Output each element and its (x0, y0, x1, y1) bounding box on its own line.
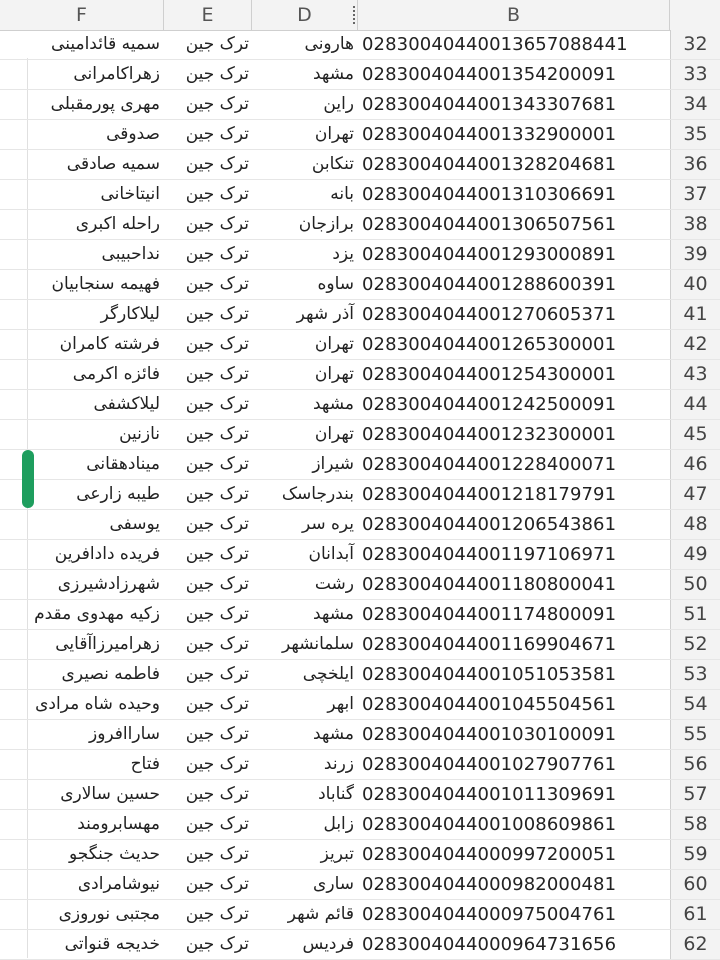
table-row (0, 930, 720, 960)
cell-company[interactable]: ترک جین (185, 934, 249, 954)
cell-company[interactable]: ترک جین (185, 124, 249, 144)
cell-name[interactable]: زکیه مهدوی مقدم (34, 604, 160, 624)
cell-code[interactable]: 0283004044000997200051 (362, 844, 617, 865)
cell-company[interactable]: ترک جین (185, 664, 249, 684)
table-row (0, 510, 720, 540)
table-row (0, 630, 720, 660)
cell-name[interactable]: حدیث جنگجو (68, 844, 160, 864)
cell-company[interactable]: ترک جین (185, 64, 249, 84)
cell-name[interactable]: نازنین (119, 424, 160, 444)
table-row (0, 810, 720, 840)
cell-name[interactable]: نیوشامرادی (77, 874, 160, 894)
row-number[interactable]: 40 (670, 270, 720, 299)
cell-city[interactable]: بانه (330, 184, 354, 204)
cell-city[interactable]: تنکابن (311, 154, 354, 174)
cell-company[interactable]: ترک جین (185, 274, 249, 294)
cell-company[interactable]: ترک جین (185, 214, 249, 234)
row-header-corner (670, 0, 720, 30)
table-row (0, 870, 720, 900)
cell-company[interactable]: ترک جین (185, 34, 249, 54)
table-row (0, 120, 720, 150)
cell-company[interactable]: ترک جین (185, 574, 249, 594)
row-number[interactable]: 50 (670, 570, 720, 599)
cell-company[interactable]: ترک جین (185, 814, 249, 834)
cell-city[interactable]: مشهد (312, 394, 354, 414)
table-row (0, 210, 720, 240)
row-number[interactable]: 33 (670, 60, 720, 89)
cell-city[interactable]: برازجان (298, 214, 354, 234)
column-header-f[interactable]: F (0, 0, 164, 30)
table-row (0, 570, 720, 600)
cell-code[interactable]: 0283004044001310306691 (362, 184, 617, 205)
cell-city[interactable]: شیراز (312, 454, 354, 474)
cell-name[interactable]: خدیجه قنواتی (64, 934, 160, 954)
cell-code[interactable]: 0283004044001306507561 (362, 214, 617, 235)
row-number[interactable]: 55 (670, 720, 720, 749)
cell-name[interactable]: فرشته کامران (59, 334, 160, 354)
row-number[interactable]: 61 (670, 900, 720, 929)
cell-code[interactable]: 0283004044001180800041 (362, 574, 617, 595)
row-number[interactable]: 53 (670, 660, 720, 689)
cell-name[interactable]: زهرامیرزاآقایی (55, 634, 160, 654)
cell-name[interactable]: فریده دادافرین (54, 544, 160, 564)
cell-code[interactable]: 0283004044001354200091 (362, 64, 617, 85)
cell-code[interactable]: 0283004044001242500091 (362, 394, 617, 415)
table-row (0, 420, 720, 450)
cell-name[interactable]: فائزه اکرمی (72, 364, 160, 384)
cell-code[interactable]: 02830040440013657088441 (362, 34, 628, 55)
cell-code[interactable]: 0283004044000964731656 (362, 934, 617, 955)
cell-code[interactable]: 0283004044001265300001 (362, 334, 617, 355)
cell-city[interactable]: یزد (332, 244, 354, 264)
cell-code[interactable]: 0283004044001206543861 (362, 514, 617, 535)
table-row (0, 150, 720, 180)
cell-city[interactable]: ساری (313, 874, 354, 894)
cell-name[interactable]: شهرزادشیرزی (57, 574, 160, 594)
cell-name[interactable]: نداحبیبی (101, 244, 160, 264)
table-row (0, 240, 720, 270)
cell-name[interactable]: مهری پورمقبلی (50, 94, 160, 114)
column-header-b[interactable]: B (358, 0, 670, 30)
table-row (0, 780, 720, 810)
cell-company[interactable]: ترک جین (185, 754, 249, 774)
cell-code[interactable]: 0283004044000975004761 (362, 904, 617, 925)
cell-city[interactable]: بندرجاسک (281, 484, 354, 504)
row-number[interactable]: 37 (670, 180, 720, 209)
row-number[interactable]: 39 (670, 240, 720, 269)
row-number[interactable]: 58 (670, 810, 720, 839)
row-number[interactable]: 45 (670, 420, 720, 449)
cell-company[interactable]: ترک جین (185, 634, 249, 654)
table-row (0, 480, 720, 510)
table-row (0, 840, 720, 870)
table-row (0, 90, 720, 120)
row-number[interactable]: 51 (670, 600, 720, 629)
cell-name[interactable]: صدوقی (106, 124, 160, 144)
cell-code[interactable]: 0283004044001008609861 (362, 814, 617, 835)
table-row (0, 900, 720, 930)
cell-code[interactable]: 0283004044001288600391 (362, 274, 617, 295)
table-row (0, 660, 720, 690)
cell-name[interactable]: سمیه صادقی (66, 154, 160, 174)
cell-company[interactable]: ترک جین (185, 514, 249, 534)
row-number[interactable]: 48 (670, 510, 720, 539)
cell-company[interactable]: ترک جین (185, 244, 249, 264)
cell-name[interactable]: مجتبی نوروزی (58, 904, 160, 924)
cell-code[interactable]: 0283004044001328204681 (362, 154, 617, 175)
row-number[interactable]: 59 (670, 840, 720, 869)
cell-name[interactable]: ساراافروز (88, 724, 160, 744)
cell-city[interactable]: راین (323, 94, 354, 114)
cell-code[interactable]: 0283004044001232300001 (362, 424, 617, 445)
cell-code[interactable]: 0283004044001174800091 (362, 604, 617, 625)
table-row (0, 600, 720, 630)
row-number[interactable]: 60 (670, 870, 720, 899)
table-row (0, 30, 720, 60)
row-number[interactable]: 56 (670, 750, 720, 779)
cell-company[interactable]: ترک جین (185, 844, 249, 864)
cell-city[interactable]: رشت (314, 574, 354, 594)
cell-name[interactable]: لیلاکارگر (100, 304, 160, 324)
cell-company[interactable]: ترک جین (185, 604, 249, 624)
cell-city[interactable]: زابل (323, 814, 354, 834)
cell-code[interactable]: 0283004044001051053581 (362, 664, 617, 685)
cell-name[interactable]: مهسابرومند (77, 814, 160, 834)
table-row (0, 750, 720, 780)
table-row (0, 60, 720, 90)
cell-code[interactable]: 0283004044001030100091 (362, 724, 617, 745)
cell-company[interactable]: ترک جین (185, 184, 249, 204)
cell-city[interactable]: ابهر (327, 694, 354, 714)
table-row (0, 720, 720, 750)
cell-company[interactable]: ترک جین (185, 154, 249, 174)
row-number[interactable]: 57 (670, 780, 720, 809)
cell-name[interactable]: طیبه زارعی (76, 484, 160, 504)
cell-name[interactable]: لیلاکشفی (93, 394, 160, 414)
row-number[interactable]: 36 (670, 150, 720, 179)
cell-name[interactable]: سمیه قائدامینی (51, 34, 160, 54)
cell-company[interactable]: ترک جین (185, 904, 249, 924)
cell-city[interactable]: آذر شهر (296, 304, 354, 324)
cell-city[interactable]: گناباد (318, 784, 354, 804)
cell-company[interactable]: ترک جین (185, 454, 249, 474)
cell-code[interactable]: 0283004044001197106971 (362, 544, 617, 565)
table-row (0, 540, 720, 570)
cell-company[interactable]: ترک جین (185, 364, 249, 384)
cell-city[interactable]: مشهد (312, 604, 354, 624)
row-number[interactable]: 32 (670, 30, 720, 59)
cell-city[interactable]: ساوه (317, 274, 354, 294)
cell-name[interactable]: زهراکامرانی (73, 64, 160, 84)
cell-company[interactable]: ترک جین (185, 484, 249, 504)
scroll-handle[interactable] (22, 450, 34, 508)
cell-code[interactable]: 0283004044001011309691 (362, 784, 617, 805)
cell-code[interactable]: 0283004044001169904671 (362, 634, 617, 655)
cell-city[interactable]: تهران (314, 364, 354, 384)
row-number[interactable]: 62 (670, 930, 720, 959)
row-number[interactable]: 46 (670, 450, 720, 479)
cell-company[interactable]: ترک جین (185, 874, 249, 894)
cell-company[interactable]: ترک جین (185, 784, 249, 804)
cell-city[interactable]: مشهد (312, 724, 354, 744)
cell-city[interactable]: تبریز (320, 844, 354, 864)
column-header-e[interactable]: E (164, 0, 252, 30)
cell-company[interactable]: ترک جین (185, 394, 249, 414)
cell-code[interactable]: 0283004044001045504561 (362, 694, 617, 715)
row-number[interactable]: 42 (670, 330, 720, 359)
cell-city[interactable]: زرند (323, 754, 354, 774)
cell-company[interactable]: ترک جین (185, 544, 249, 564)
cell-name[interactable]: مینادهقانی (86, 454, 160, 474)
cell-company[interactable]: ترک جین (185, 724, 249, 744)
cell-code[interactable]: 0283004044001270605371 (362, 304, 617, 325)
cell-code[interactable]: 0283004044000982000481 (362, 874, 617, 895)
cell-company[interactable]: ترک جین (185, 334, 249, 354)
cell-city[interactable]: آبدانان (308, 544, 354, 564)
row-number[interactable]: 44 (670, 390, 720, 419)
cell-name[interactable]: فاطمه نصیری (61, 664, 160, 684)
cell-city[interactable]: تهران (314, 124, 354, 144)
cell-code[interactable]: 0283004044001027907761 (362, 754, 617, 775)
row-number[interactable]: 49 (670, 540, 720, 569)
cell-code[interactable]: 0283004044001343307681 (362, 94, 617, 115)
cell-city[interactable]: تهران (314, 334, 354, 354)
cell-code[interactable]: 0283004044001293000891 (362, 244, 617, 265)
cell-city[interactable]: فردیس (302, 934, 354, 954)
cell-name[interactable]: انیتاخانی (100, 184, 160, 204)
row-number[interactable]: 34 (670, 90, 720, 119)
table-row (0, 180, 720, 210)
cell-name[interactable]: فتاح (130, 754, 160, 774)
cell-name[interactable]: راحله اکبری (75, 214, 160, 234)
row-number[interactable]: 43 (670, 360, 720, 389)
cell-code[interactable]: 0283004044001332900001 (362, 124, 617, 145)
column-header-d[interactable]: D (252, 0, 358, 30)
cell-company[interactable]: ترک جین (185, 694, 249, 714)
cell-city[interactable]: مشهد (312, 64, 354, 84)
table-row (0, 390, 720, 420)
cell-city[interactable]: قائم شهر (287, 904, 354, 924)
cell-code[interactable]: 0283004044001218179791 (362, 484, 617, 505)
cell-city[interactable]: ایلخچی (302, 664, 354, 684)
cell-company[interactable]: ترک جین (185, 424, 249, 444)
table-row (0, 450, 720, 480)
row-number[interactable]: 47 (670, 480, 720, 509)
row-number[interactable]: 54 (670, 690, 720, 719)
cell-city[interactable]: تهران (314, 424, 354, 444)
cell-company[interactable]: ترک جین (185, 94, 249, 114)
table-row (0, 270, 720, 300)
row-number[interactable]: 52 (670, 630, 720, 659)
row-number[interactable]: 41 (670, 300, 720, 329)
table-row (0, 360, 720, 390)
cell-city[interactable]: هارونی (304, 34, 354, 54)
cell-city[interactable]: یره سر (301, 514, 354, 534)
row-number[interactable]: 38 (670, 210, 720, 239)
row-number[interactable]: 35 (670, 120, 720, 149)
table-row (0, 300, 720, 330)
cell-city[interactable]: سلمانشهر (282, 634, 354, 654)
cell-code[interactable]: 0283004044001228400071 (362, 454, 617, 475)
cell-company[interactable]: ترک جین (185, 304, 249, 324)
cell-code[interactable]: 0283004044001254300001 (362, 364, 617, 385)
column-header-bar (0, 0, 720, 31)
cell-name[interactable]: فهیمه سنجابیان (51, 274, 160, 294)
cell-name[interactable]: وحیده شاه مرادی (35, 694, 160, 714)
table-row (0, 690, 720, 720)
cell-name[interactable]: حسین سالاری (60, 784, 160, 804)
table-row (0, 330, 720, 360)
sheet-grid (0, 30, 720, 960)
cell-name[interactable]: یوسفی (109, 514, 160, 534)
